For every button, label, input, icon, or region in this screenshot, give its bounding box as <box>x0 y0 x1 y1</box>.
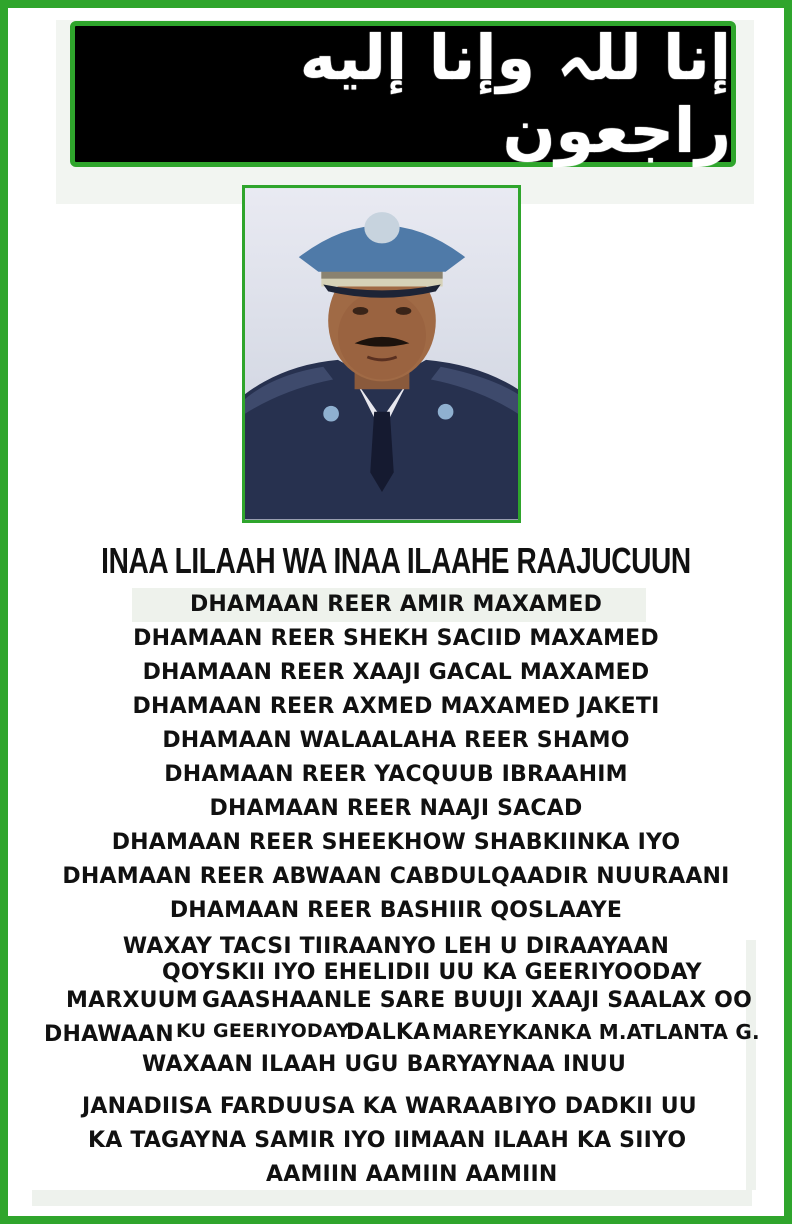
transliteration-heading: INAA LILAAH WA INAA ILAAHE RAAJUCUUN <box>101 540 691 581</box>
side-backdrop <box>746 940 756 1190</box>
arabic-banner <box>70 21 736 167</box>
family-line-9: DHAMAAN REER ABWAAN CABDULQAADIR NUURAANI <box>62 864 730 889</box>
arabic-banner-text: إنا للہ وإنا إليه راجعون <box>299 21 731 167</box>
portrait-photo <box>242 185 521 523</box>
family-line-10: DHAMAAN REER BASHIIR QOSLAAYE <box>169 898 623 923</box>
family-line-5: DHAMAAN WALAALAHA REER SHAMO <box>162 728 630 753</box>
message-line-3a: MARXUUM <box>66 988 198 1013</box>
message-line-1: WAXAY TACSI TIIRAANYO LEH U DIRAAYAAN <box>122 934 670 959</box>
family-line-3: DHAMAAN REER XAAJI GACAL MAXAMED <box>142 660 650 685</box>
family-line-7: DHAMAAN REER NAAJI SACAD <box>209 796 583 821</box>
family-line-1: DHAMAAN REER AMIR MAXAMED <box>189 592 603 617</box>
message-line-4a: DHAWAAN <box>44 1022 174 1047</box>
message-line-4b: KU GEERIYODAY <box>176 1020 350 1042</box>
amin-line: AAMIIN AAMIIN AAMIIN <box>266 1162 558 1187</box>
family-line-6: DHAMAAN REER YACQUUB IBRAAHIM <box>164 762 628 787</box>
family-line-2: DHAMAAN REER SHEKH SACIID MAXAMED <box>133 626 659 651</box>
portrait-illustration <box>245 188 518 520</box>
footer-backdrop <box>32 1190 752 1206</box>
message-line-6: JANADIISA FARDUUSA KA WARAABIYO DADKII UU <box>82 1094 697 1119</box>
family-line-4: DHAMAAN REER AXMED MAXAMED JAKETI <box>132 694 660 719</box>
family-line-8: DHAMAAN REER SHEEKHOW SHABKIINKA IYO <box>111 830 681 855</box>
message-line-5: WAXAAN ILAAH UGU BARYAYNAA INUU <box>142 1052 627 1077</box>
message-line-3b: GAASHAANLE SARE BUUJI XAAJI SAALAX OO <box>202 988 752 1013</box>
message-line-7: KA TAGAYNA SAMIR IYO IIMAAN ILAAH KA SIIYO <box>88 1128 687 1153</box>
message-line-4d: MAREYKANKA M.ATLANTA G. <box>432 1020 760 1044</box>
message-line-2: QOYSKII IYO EHELIDII UU KA GEERIYOODAY <box>162 960 702 985</box>
message-line-4c: DALKA <box>346 1020 431 1045</box>
